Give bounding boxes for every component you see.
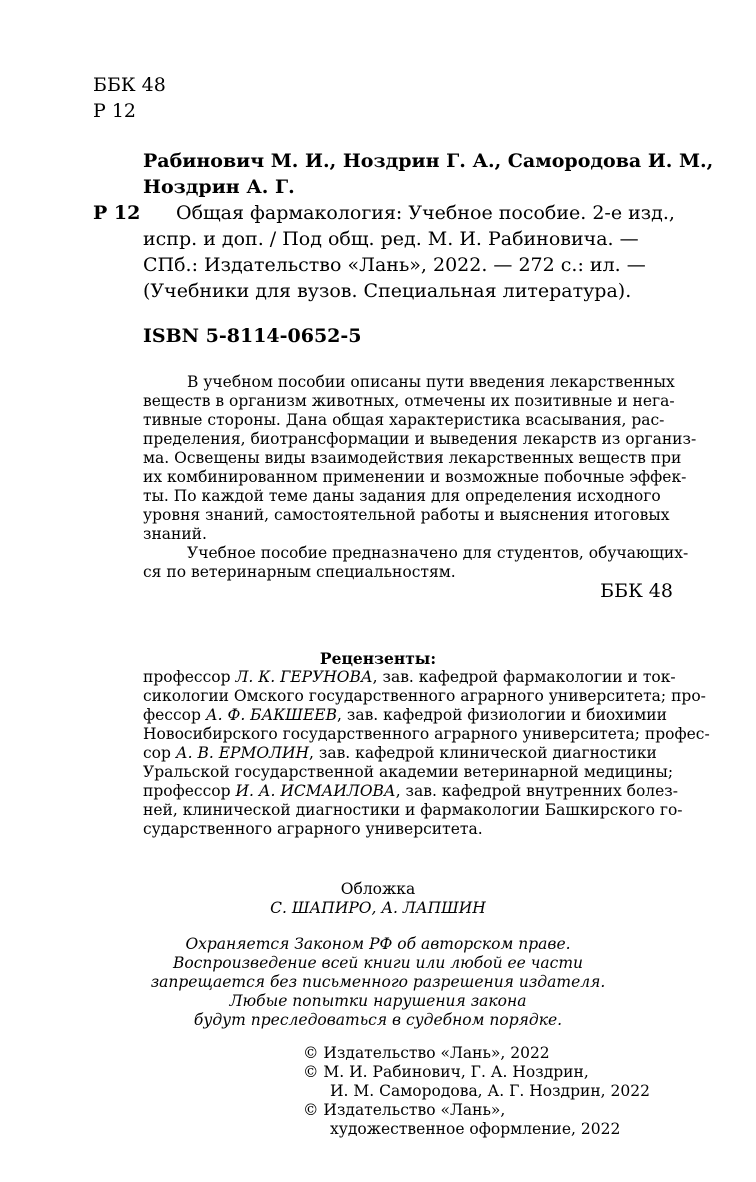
reviewers-text: сикологии Омского государственного аграрного университета; про- [143,687,706,705]
reviewer-name: А. В. ЕРМОЛИН [175,744,310,762]
author-mark-side: Р 12 [93,202,141,224]
reviewer-name: А. Ф. БАКШЕЕВ [205,706,338,724]
reviewers-text: , зав. кафедрой внутренних болез- [395,782,678,800]
copyright-notice-line: будут преследоваться в судебном порядке. [193,1011,563,1029]
annotation-line: пределения, биотрансформации и выведения лекарств из организ- [143,430,697,448]
reviewers-line [143,820,483,838]
reviewers-text: сор [143,744,176,762]
reviewers-line [143,687,706,705]
copyright-notice-line: Любые попытки нарушения закона [229,992,527,1010]
reviewers-line [143,801,683,819]
bbk-code-top: ББК 48 [93,74,166,96]
annotation-line: В учебном пособии описаны пути введения лекарственных [187,373,675,391]
reviewer-name: Л. К. ГЕРУНОВА [235,668,373,686]
annotation-line: ты. По каждой теме даны задания для определения исходного [143,487,661,505]
authors-line-2: Ноздрин А. Г. [143,176,295,198]
description-line: Общая фармакология: Учебное пособие. 2-е изд., [176,202,675,224]
annotation-line: уровня знаний, самостоятельной работы и выяснения итоговых [143,506,670,524]
annotation-line: ся по ветеринарным специальностям. [143,563,456,581]
description-line: СПб.: Издательство «Лань», 2022. — 272 с.: ил. — [143,254,646,276]
annotation-line: веществ в организм животных, отмечены их позитивные и нега- [143,392,675,410]
cover-label: Обложка [340,880,416,898]
copyright-notice-line: Охраняется Законом РФ об авторском праве. [185,935,571,953]
reviewers-text: фессор [143,706,206,724]
reviewers-line [143,782,678,800]
annotation-line: ма. Освещены виды взаимодействия лекарственных веществ при [143,449,682,467]
annotation-line: тивные стороны. Дана общая характеристика всасывания, рас- [143,411,665,429]
copyright-line: © Издательство «Лань», 2022 [303,1044,550,1062]
reviewers-text: Новосибирского государственного аграрного университета; профес- [143,725,710,743]
copyright-line: © М. И. Рабинович, Г. А. Ноздрин, [303,1063,589,1081]
reviewers-line [143,668,676,686]
description-line: испр. и доп. / Под общ. ред. М. И. Рабиновича. — [143,228,639,250]
isbn: ISBN 5-8114-0652-5 [143,325,362,347]
description-line: (Учебники для вузов. Специальная литература). [143,280,632,302]
annotation-line: их комбинированном применении и возможные побочные эффек- [143,468,687,486]
annotation-line: Учебное пособие предназначено для студентов, обучающих- [187,544,689,562]
reviewers-text: , зав. кафедрой фармакологии и ток- [372,668,676,686]
reviewers-line [143,706,667,724]
copyright-line: И. М. Самородова, А. Г. Ноздрин, 2022 [330,1082,650,1100]
authors-line-1: Рабинович М. И., Ноздрин Г. А., Самородова И. М., [143,150,714,172]
annotation-line: знаний. [143,525,207,543]
reviewers-text: профессор [143,668,236,686]
copyright-line: © Издательство «Лань», [303,1101,506,1119]
reviewers-line [143,744,657,762]
reviewers-line [143,725,710,743]
copyright-notice-line: запрещается без письменного разрешения издателя. [150,973,606,991]
reviewers-line [143,763,673,781]
reviewers-text: сударственного аграрного университета. [143,820,483,838]
copyright-line: художественное оформление, 2022 [330,1120,621,1138]
reviewers-text: ней, клинической диагностики и фармакологии Башкирского го- [143,801,683,819]
reviewers-text: профессор [143,782,236,800]
reviewers-text: , зав. кафедрой физиологии и биохимии [337,706,667,724]
reviewers-title: Рецензенты: [319,649,437,668]
reviewers-text: , зав. кафедрой клинической диагностики [309,744,657,762]
cover-artists: С. ШАПИРО, А. ЛАПШИН [270,899,486,917]
bbk-code-bottom: ББК 48 [600,580,673,602]
reviewers-text: Уральской государственной академии ветеринарной медицины; [143,763,674,781]
reviewer-name: И. А. ИСМАИЛОВА [235,782,396,800]
author-mark-top: Р 12 [93,100,137,122]
copyright-notice-line: Воспроизведение всей книги или любой ее части [172,954,584,972]
